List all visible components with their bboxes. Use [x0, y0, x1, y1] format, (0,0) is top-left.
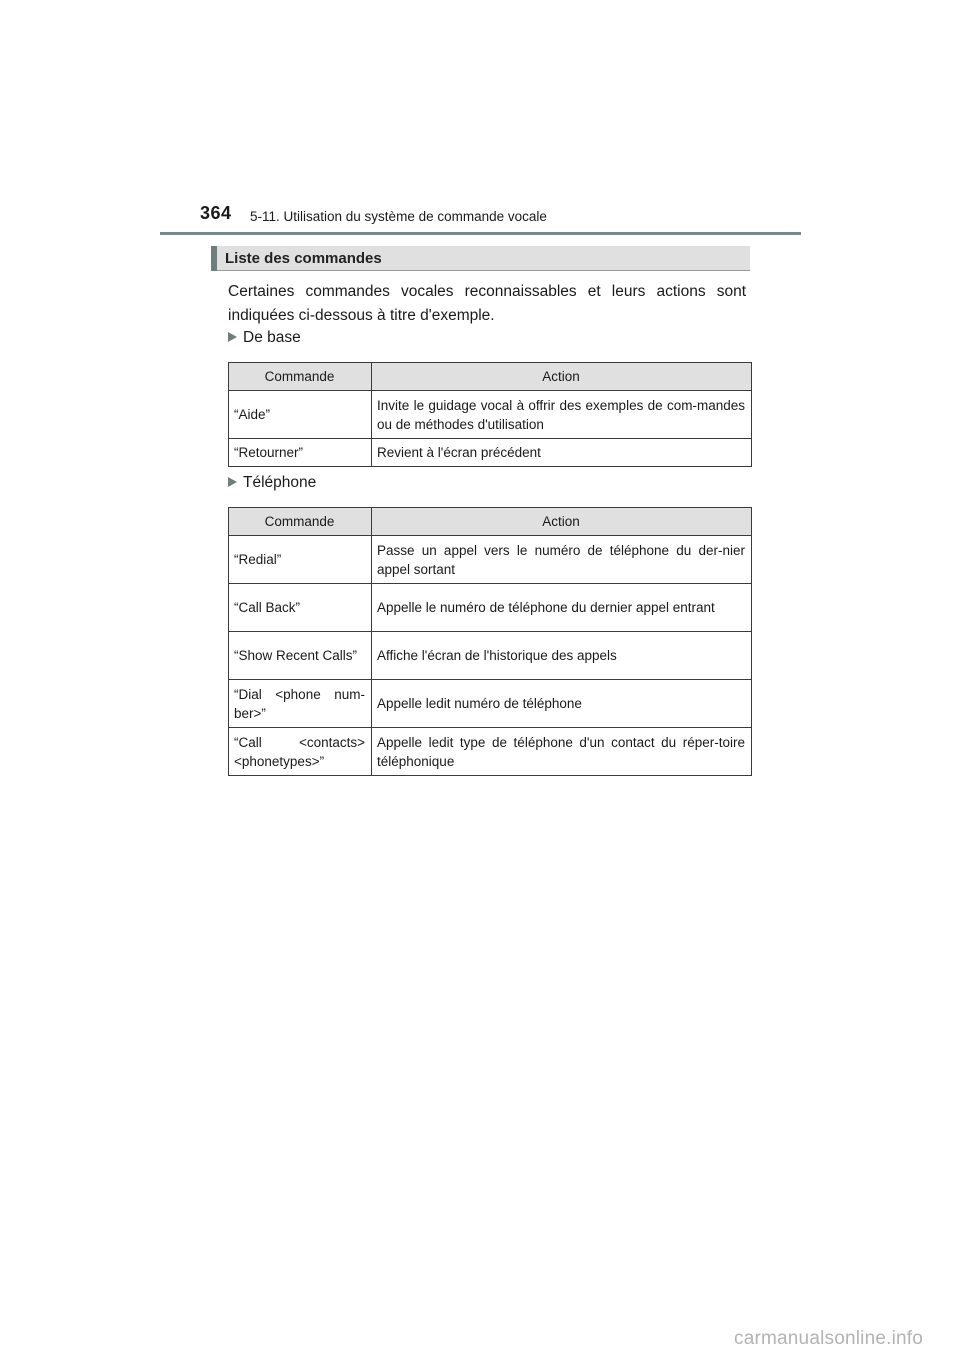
command-cell: “Aide”: [229, 391, 372, 439]
column-header-command: Commande: [229, 508, 372, 536]
page-number: 364: [200, 203, 232, 223]
column-header-command: Commande: [229, 363, 372, 391]
section-heading-label: Liste des commandes: [225, 250, 382, 267]
action-cell: Appelle ledit numéro de téléphone: [372, 680, 752, 728]
phone-commands-table: [228, 507, 752, 776]
action-cell: Affiche l'écran de l'historique des appels: [372, 632, 752, 680]
subheading-phone: [228, 474, 316, 492]
basic-commands-table: [228, 362, 752, 467]
table-row: [229, 632, 752, 680]
triangle-bullet-icon: [228, 477, 237, 487]
chapter-title: 5-11. Utilisation du système de commande vocale: [250, 209, 547, 224]
table-row: [229, 391, 752, 439]
table-row: [229, 680, 752, 728]
section-heading: [211, 246, 750, 271]
command-cell: “Call Back”: [229, 584, 372, 632]
table-row: [229, 728, 752, 776]
table-row: [229, 439, 752, 467]
action-cell: Passe un appel vers le numéro de téléphone du der-nier appel sortant: [372, 536, 752, 584]
command-cell: “Dial <phone num-ber>”: [229, 680, 372, 728]
header-rule: [160, 232, 801, 235]
action-cell: Appelle ledit type de téléphone d'un contact du réper-toire téléphonique: [372, 728, 752, 776]
command-cell: “Retourner”: [229, 439, 372, 467]
section-heading-bar: [211, 246, 217, 271]
subheading-basic-label: De base: [243, 329, 301, 346]
subheading-basic: [228, 329, 301, 347]
subheading-phone-label: Téléphone: [243, 474, 317, 491]
column-header-action: Action: [372, 363, 752, 391]
action-cell: Revient à l'écran précédent: [372, 439, 752, 467]
table-row: [229, 536, 752, 584]
command-cell: “Show Recent Calls”: [229, 632, 372, 680]
table-header-row: [229, 363, 752, 391]
triangle-bullet-icon: [228, 332, 237, 342]
action-cell: Appelle le numéro de téléphone du dernier appel entrant: [372, 584, 752, 632]
table-header-row: [229, 508, 752, 536]
action-cell: Invite le guidage vocal à offrir des exemples de com-mandes ou de méthodes d'utilisation: [372, 391, 752, 439]
intro-paragraph: Certaines commandes vocales reconnaissables et leurs actions sont indiquées ci-dessous à titre d'exemple.: [228, 283, 746, 324]
command-cell: “Call <contacts> <phonetypes>”: [229, 728, 372, 776]
table-row: [229, 584, 752, 632]
column-header-action: Action: [372, 508, 752, 536]
watermark: carmanualsonline.info: [734, 1328, 924, 1349]
command-cell: “Redial”: [229, 536, 372, 584]
